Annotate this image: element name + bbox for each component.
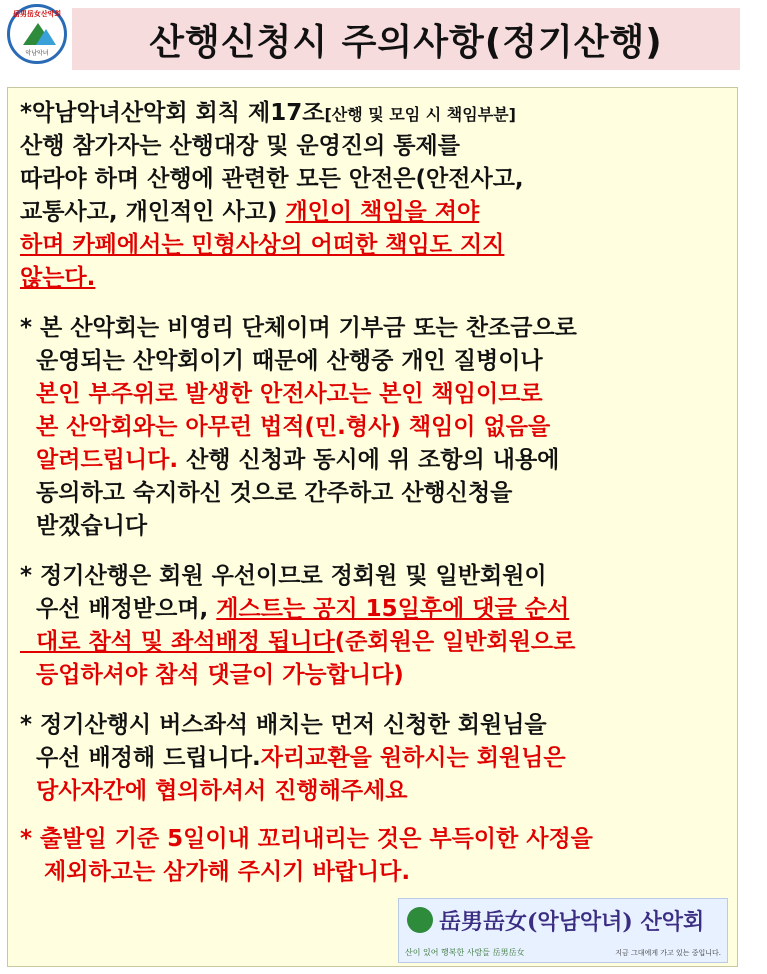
rules-header-sub: [산행 및 모임 시 책임부분] bbox=[324, 105, 516, 124]
note3-line2: 우선 배정해 드립니다.자리교환을 원하시는 회원님은 bbox=[20, 745, 566, 771]
note3-line1: * 정기산행시 버스좌석 배치는 먼저 신청한 회원님을 bbox=[20, 712, 547, 738]
note1-line3: 본인 부주위로 발생한 안전사고는 본인 책임이므로 bbox=[20, 381, 543, 407]
notice-panel bbox=[7, 87, 738, 967]
note1-line6: 동의하고 숙지하신 것으로 간주하고 산행신청을 bbox=[20, 480, 513, 506]
logo-sub-text: 악남악녀 bbox=[25, 50, 49, 57]
note2-line4: 등업하셔야 참석 댓글이 가능합니다) bbox=[20, 662, 404, 688]
rule17-line1: 산행 참가자는 산행대장 및 운영진의 통제를 bbox=[20, 133, 460, 159]
note4-line2: 제외하고는 삼가해 주시기 바랍니다. bbox=[20, 859, 411, 885]
note1-line1: * 본 산악회는 비영리 단체이며 기부금 또는 찬조금으로 bbox=[20, 315, 577, 341]
club-banner bbox=[398, 898, 728, 963]
banner-title: 岳男岳女(악남악녀) 산악회 bbox=[439, 909, 705, 935]
rules-header: *악남악녀산악회 회칙 제17조[산행 및 모임 시 책임부분] bbox=[20, 100, 516, 126]
note1-line5: 알려드립니다. 산행 신청과 동시에 위 조항의 내용에 bbox=[20, 447, 560, 473]
note3-line3: 당사자간에 협의하셔서 진행해주세요 bbox=[20, 778, 408, 804]
page-title: 산행신청시 주의사항(정기산행) bbox=[149, 21, 663, 63]
banner-logo-icon bbox=[407, 907, 433, 933]
note2-line3: 대로 참석 및 좌석배정 됩니다(준회원은 일반회원으로 bbox=[20, 629, 576, 655]
club-logo bbox=[7, 4, 67, 64]
rule17-line5: 않는다. bbox=[20, 265, 96, 291]
logo-ring-text: 岳男岳女산악회 bbox=[12, 10, 62, 18]
mountain-small-icon bbox=[36, 29, 56, 45]
rule17-line4: 하며 카페에서는 민형사상의 어떠한 책임도 지지 bbox=[20, 232, 505, 258]
note2-line2: 우선 배정받으며, 게스트는 공지 15일후에 댓글 순서 bbox=[20, 596, 570, 622]
banner-slogan: 산이 있어 행복한 사람들 岳男岳女 bbox=[405, 948, 525, 957]
rule17-line3: 교통사고, 개인적인 사고) 개인이 책임을 져야 bbox=[20, 199, 480, 225]
guest-highlight: 게스트는 공지 15일후에 댓글 순서 bbox=[216, 596, 570, 622]
rule17-line2: 따라야 하며 산행에 관련한 모든 안전은(안전사고, bbox=[20, 166, 524, 192]
note1-line7: 받겠습니다 bbox=[20, 513, 148, 539]
responsibility-highlight: 개인이 책임을 져야 bbox=[285, 199, 480, 225]
page-title-box bbox=[72, 8, 740, 70]
banner-note: 지금 그대에게 가고 있는 중입니다. bbox=[615, 949, 721, 957]
note4-line1: * 출발일 기준 5일이내 꼬리내리는 것은 부득이한 사정을 bbox=[20, 826, 593, 852]
note1-line2: 운영되는 산악회이기 때문에 산행중 개인 질병이나 bbox=[20, 348, 543, 374]
note1-line4: 본 산악회와는 아무런 법적(민.형사) 책임이 없음을 bbox=[20, 414, 551, 440]
note2-line1: * 정기산행은 회원 우선이므로 정회원 및 일반회원이 bbox=[20, 563, 547, 589]
